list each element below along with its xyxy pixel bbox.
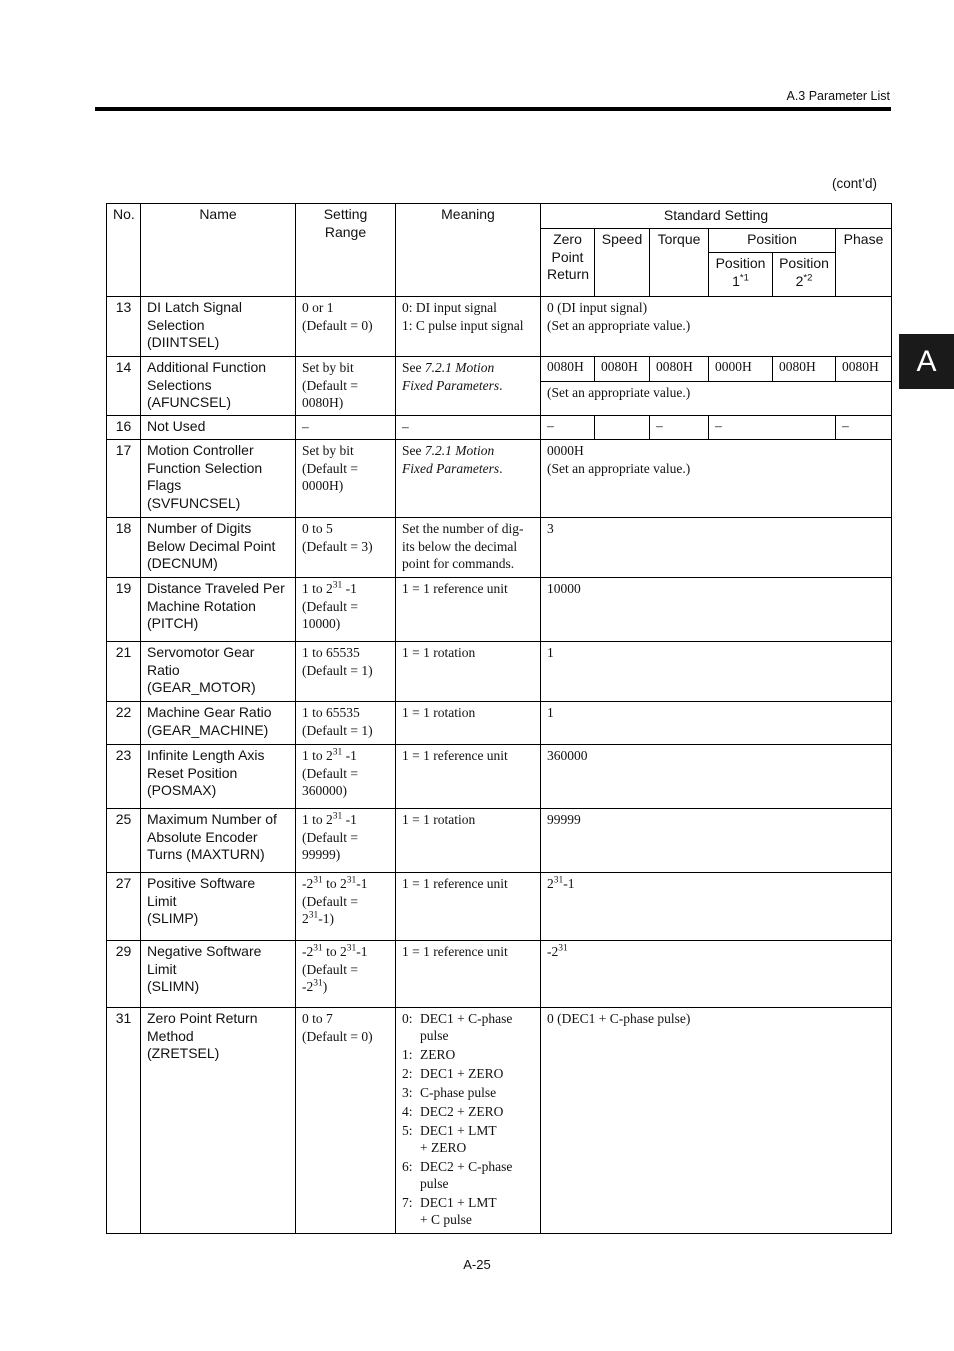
row-meaning: Set the number of dig- its below the decimal point for commands. <box>396 518 541 578</box>
row-range: 1 to 65535 (Default = 1) <box>296 702 396 745</box>
value-phase: – <box>836 416 892 440</box>
header-phase: Phase <box>836 229 892 297</box>
row-name: Distance Traveled Per Machine Rotation (PITCH) <box>141 578 296 642</box>
value-zero-point-return: 0080H <box>541 357 595 382</box>
row-no: 13 <box>107 297 141 357</box>
row-meaning: See 7.2.1 Motion Fixed Parameters. <box>396 357 541 416</box>
row-range: 0 to 5 (Default = 3) <box>296 518 396 578</box>
row-range: 0 to 7 (Default = 0) <box>296 1008 396 1234</box>
row-name: Negative Software Limit (SLIMN) <box>141 941 296 1008</box>
section-title: A.3 Parameter List <box>786 89 890 103</box>
row-range: Set by bit (Default = 0000H) <box>296 440 396 518</box>
row-meaning: 1 = 1 rotation <box>396 702 541 745</box>
table-row <box>107 642 892 702</box>
header-standard-setting: Standard Setting <box>541 204 892 229</box>
continued-label: (cont’d) <box>831 176 877 191</box>
row-no: 19 <box>107 578 141 642</box>
row-name: Infinite Length Axis Reset Position (POSMAX) <box>141 745 296 809</box>
row-standard: 360000 <box>541 745 892 809</box>
method-item: 4: DEC2 + ZERO <box>402 1104 504 1119</box>
row-meaning: See 7.2.1 Motion Fixed Parameters. <box>396 440 541 518</box>
method-item: 6: DEC2 + C-phase pulse <box>402 1159 513 1191</box>
table-row <box>107 578 892 642</box>
table-row <box>107 873 892 941</box>
page-number: A-25 <box>463 1257 491 1272</box>
table-row <box>107 702 892 745</box>
row-meaning: 1 = 1 reference unit <box>396 578 541 642</box>
row-standard: 10000 <box>541 578 892 642</box>
row-name: Additional Function Selections (AFUNCSEL) <box>141 357 296 416</box>
value-phase: 0080H <box>836 357 892 382</box>
row-range: – <box>296 416 396 440</box>
row-meaning: – <box>396 416 541 440</box>
row-name: Servomotor Gear Ratio (GEAR_MOTOR) <box>141 642 296 702</box>
row-range: 1 to 65535 (Default = 1) <box>296 642 396 702</box>
row-range: Set by bit (Default = 0080H) <box>296 357 396 416</box>
row-standard: 99999 <box>541 809 892 873</box>
row-name: DI Latch Signal Selection (DIINTSEL) <box>141 297 296 357</box>
row-name: Machine Gear Ratio (GEAR_MACHINE) <box>141 702 296 745</box>
row-standard: 1 <box>541 642 892 702</box>
value-torque: 0080H <box>650 357 709 382</box>
header-torque: Torque <box>650 229 709 297</box>
row-standard: $2^{31}-1$ <box>541 873 892 941</box>
row-name: Number of Digits Below Decimal Point (DECNUM) <box>141 518 296 578</box>
header-position-1: Position 1$^{*1}$ <box>709 253 773 297</box>
row-no: 31 <box>107 1008 141 1234</box>
row-meaning: 1 = 1 reference unit <box>396 745 541 809</box>
row-no: 14 <box>107 357 141 416</box>
row-range: 0 or 1 (Default = 0) <box>296 297 396 357</box>
header-no: No. <box>107 204 141 297</box>
header-setting-range: Setting Range <box>296 204 396 297</box>
table-row <box>107 518 892 578</box>
table-row <box>107 416 892 440</box>
row-standard: 0 (DI input signal) (Set an appropriate value.) <box>541 297 892 357</box>
table-row <box>107 357 892 382</box>
row-range: 1 to $2^{31}$ -1 (Default = 10000) <box>296 578 396 642</box>
value-speed <box>595 416 650 440</box>
row-standard: 0 (DEC1 + C-phase pulse) <box>541 1008 892 1234</box>
row-standard: 3 <box>541 518 892 578</box>
header-meaning: Meaning <box>396 204 541 297</box>
appendix-tab: A <box>899 334 954 389</box>
row-no: 22 <box>107 702 141 745</box>
method-item: 2: DEC1 + ZERO <box>402 1066 504 1081</box>
header-name: Name <box>141 204 296 297</box>
row-name: Not Used <box>141 416 296 440</box>
method-item: 0: DEC1 + C-phase pulse <box>402 1011 513 1043</box>
row-standard: 0000H (Set an appropriate value.) <box>541 440 892 518</box>
value-position-2: 0080H <box>773 357 836 382</box>
table-row <box>107 440 892 518</box>
method-item: 7: DEC1 + LMT + C pulse <box>402 1195 497 1227</box>
table-row <box>107 1008 892 1234</box>
value-torque: – <box>650 416 709 440</box>
row-no: 17 <box>107 440 141 518</box>
row-range: 1 to $2^{31}$ -1 (Default = 360000) <box>296 745 396 809</box>
row-no: 23 <box>107 745 141 809</box>
row-no: 29 <box>107 941 141 1008</box>
row-name: Zero Point Return Method (ZRETSEL) <box>141 1008 296 1234</box>
row-no: 18 <box>107 518 141 578</box>
header-position: Position <box>709 229 836 253</box>
header-position-2: Position 2$^{*2}$ <box>773 253 836 297</box>
row-standard-note: (Set an appropriate value.) <box>541 382 892 416</box>
row-no: 21 <box>107 642 141 702</box>
row-meaning <box>396 1008 541 1234</box>
header-speed: Speed <box>595 229 650 297</box>
table-row <box>107 745 892 809</box>
table-row <box>107 941 892 1008</box>
row-standard: 1 <box>541 702 892 745</box>
method-item: 5: DEC1 + LMT + ZERO <box>402 1123 497 1155</box>
row-range: $-2^{31}$ to $2^{31}-1$ (Default = $-2^{31}$) <box>296 941 396 1008</box>
value-speed: 0080H <box>595 357 650 382</box>
row-name: Maximum Number of Absolute Encoder Turns (MAXTURN) <box>141 809 296 873</box>
header-rule <box>95 107 891 111</box>
row-range: $-2^{31}$ to $2^{31}-1$ (Default = $2^{31}-1$) <box>296 873 396 941</box>
row-no: 27 <box>107 873 141 941</box>
row-standard: $-2^{31}$ <box>541 941 892 1008</box>
row-meaning: 1 = 1 reference unit <box>396 873 541 941</box>
method-item: 3: C-phase pulse <box>402 1085 497 1100</box>
row-meaning: 0: DI input signal 1: C pulse input signal <box>396 297 541 357</box>
row-meaning: 1 = 1 reference unit <box>396 941 541 1008</box>
row-meaning: 1 = 1 rotation <box>396 642 541 702</box>
value-position-1: 0000H <box>709 357 773 382</box>
method-item: 1: ZERO <box>402 1047 456 1062</box>
row-name: Positive Software Limit (SLIMP) <box>141 873 296 941</box>
value-position: – <box>709 416 836 440</box>
table-row <box>107 297 892 357</box>
parameter-table <box>106 203 892 1234</box>
header-zero-point-return: Zero Point Return <box>541 229 595 297</box>
row-no: 16 <box>107 416 141 440</box>
row-name: Motion Controller Function Selection Flags (SVFUNCSEL) <box>141 440 296 518</box>
row-no: 25 <box>107 809 141 873</box>
value-zero-point-return: – <box>541 416 595 440</box>
row-range: 1 to $2^{31}$ -1 (Default = 99999) <box>296 809 396 873</box>
table-row <box>107 809 892 873</box>
row-meaning: 1 = 1 rotation <box>396 809 541 873</box>
